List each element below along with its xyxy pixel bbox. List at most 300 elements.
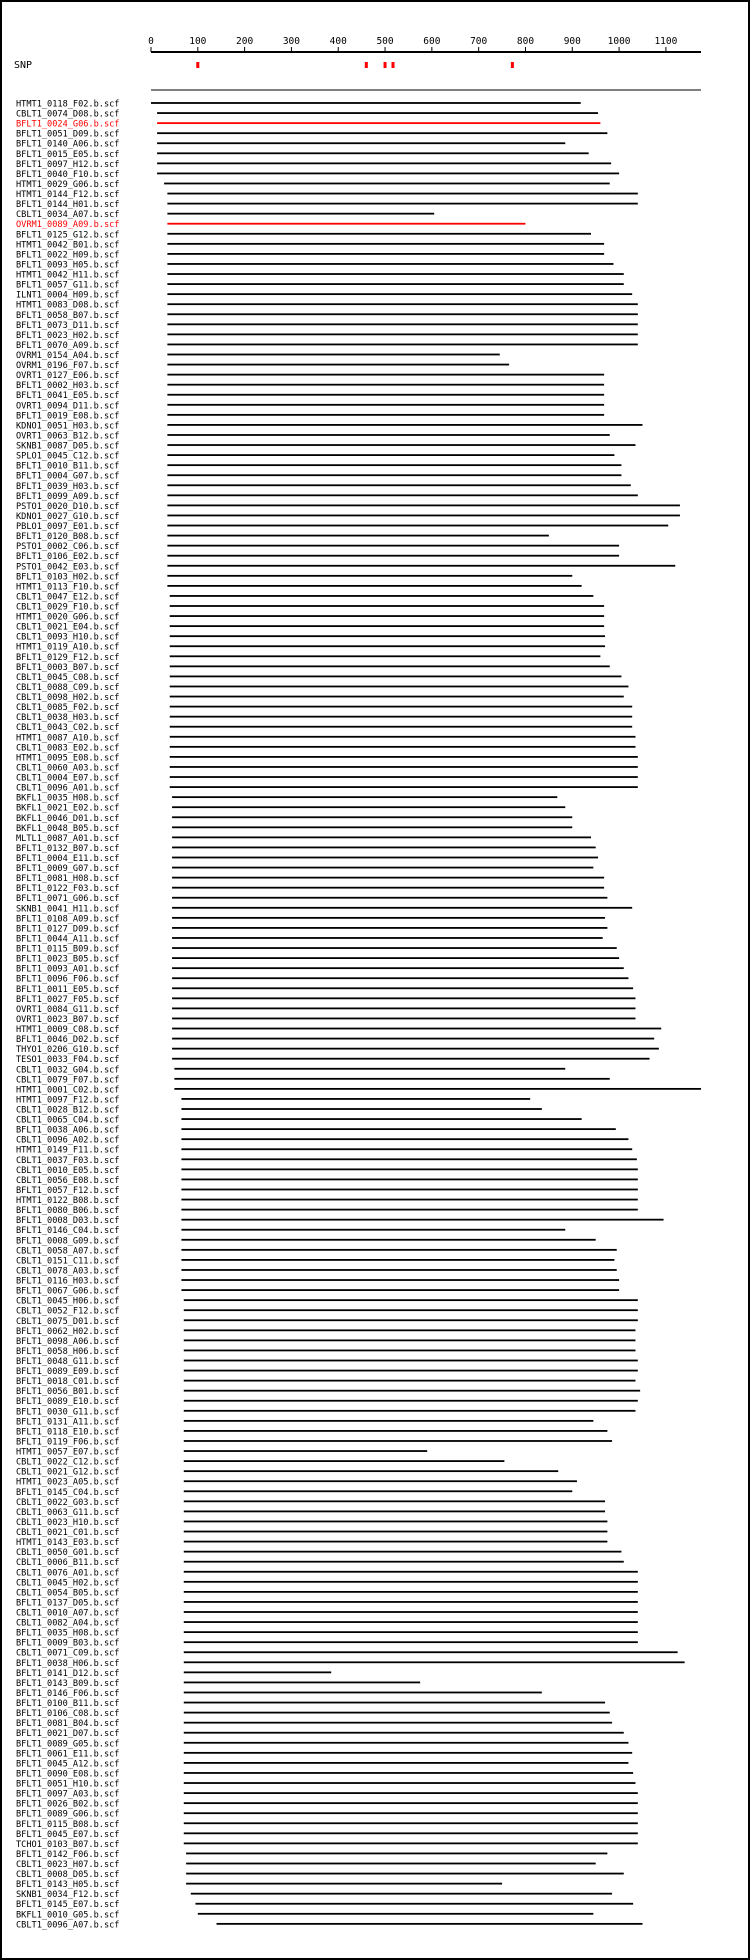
- read-bar: [184, 1490, 573, 1492]
- read-bar: [184, 1561, 624, 1563]
- read-bar: [181, 1279, 619, 1281]
- read-bar: [184, 1360, 638, 1362]
- read-bar: [167, 394, 604, 396]
- read-name: CBLT1_0151_C11.b.scf: [16, 1256, 120, 1267]
- read-name: CBLT1_0093_H10.b.scf: [16, 632, 120, 643]
- read-bar: [186, 1883, 502, 1885]
- read-name: HTMT1_0042_H11.b.scf: [16, 270, 120, 281]
- read-name: BFLT1_0098_A06.b.scf: [16, 1336, 120, 1347]
- read-bar: [167, 474, 621, 476]
- read-bar: [167, 404, 604, 406]
- read-bar: [172, 907, 632, 909]
- read-bar: [181, 1098, 530, 1100]
- read-name: BFLT1_0118_E10.b.scf: [16, 1427, 120, 1438]
- read-name: CBLT1_0010_E05.b.scf: [16, 1165, 120, 1176]
- snp-track-label: SNP: [14, 60, 33, 71]
- read-name: BKFL1_0010_G05.b.scf: [16, 1910, 120, 1921]
- read-name: BFLT1_0146_C04.b.scf: [16, 1226, 120, 1237]
- read-bar: [191, 1893, 612, 1895]
- read-name: BFLT1_0143_B09.b.scf: [16, 1678, 120, 1689]
- read-bar: [167, 535, 548, 537]
- read-name: BFLT1_0089_E10.b.scf: [16, 1397, 120, 1408]
- read-bar: [181, 1239, 595, 1241]
- alignment-chart: [2, 2, 748, 1958]
- read-bar: [170, 736, 636, 738]
- read-name: BFLT1_0073_D11.b.scf: [16, 320, 120, 331]
- read-bar: [184, 1521, 608, 1523]
- read-bar: [170, 706, 632, 708]
- read-bar: [170, 726, 632, 728]
- read-bar: [181, 1128, 615, 1130]
- read-bar: [167, 233, 591, 235]
- read-bar: [186, 1853, 607, 1855]
- read-name: HTMT1_0113_F10.b.scf: [16, 582, 120, 593]
- read-name: BFLT1_0089_E09.b.scf: [16, 1367, 120, 1378]
- read-name: BFLT1_0142_F06.b.scf: [16, 1849, 120, 1860]
- read-name: BFLT1_0146_F06.b.scf: [16, 1688, 120, 1699]
- read-name: CBLT1_0071_C09.b.scf: [16, 1648, 120, 1659]
- read-name: BFLT1_0081_H08.b.scf: [16, 874, 120, 885]
- read-bar: [184, 1671, 331, 1673]
- read-name: KDNO1_0051_H03.b.scf: [16, 421, 120, 432]
- read-name: BFLT1_0122_F03.b.scf: [16, 884, 120, 895]
- read-name: CBLT1_0010_A07.b.scf: [16, 1608, 120, 1619]
- read-name: CBLT1_0023_H10.b.scf: [16, 1517, 120, 1528]
- read-bar: [167, 293, 632, 295]
- read-name: BFLT1_0108_A09.b.scf: [16, 914, 120, 925]
- read-name: BFLT1_0089_G05.b.scf: [16, 1739, 120, 1750]
- read-bar: [184, 1370, 638, 1372]
- read-bar: [181, 1158, 636, 1160]
- read-name: HTMT1_0083_D08.b.scf: [16, 300, 120, 311]
- read-bar: [170, 655, 601, 657]
- read-name: CBLT1_0056_E08.b.scf: [16, 1175, 120, 1186]
- read-bar: [184, 1762, 629, 1764]
- read-bar: [181, 1209, 637, 1211]
- read-name: BFLT1_0008_D03.b.scf: [16, 1216, 120, 1227]
- read-bar: [167, 374, 604, 376]
- read-bar: [170, 645, 605, 647]
- read-name: BFLT1_0115_B09.b.scf: [16, 944, 120, 955]
- read-name: BKFL1_0048_B05.b.scf: [16, 823, 120, 834]
- read-bar: [184, 1621, 638, 1623]
- read-bar: [181, 1168, 637, 1170]
- read-name: CBLT1_0006_B11.b.scf: [16, 1558, 120, 1569]
- read-name: BFLT1_0057_F12.b.scf: [16, 1185, 120, 1196]
- read-name: PSTO1_0020_D10.b.scf: [16, 501, 120, 512]
- read-name: BFLT1_0119_F06.b.scf: [16, 1437, 120, 1448]
- read-name: BFLT1_0106_E02.b.scf: [16, 552, 120, 563]
- read-name: OVRT1_0063_B12.b.scf: [16, 431, 120, 442]
- read-bar: [167, 354, 499, 356]
- read-name: CBLT1_0021_E04.b.scf: [16, 622, 120, 633]
- read-name: BFLT1_0100_B11.b.scf: [16, 1699, 120, 1710]
- read-bar: [181, 1108, 541, 1110]
- x-tick-label: 500: [376, 36, 394, 47]
- read-bar: [170, 676, 622, 678]
- read-name: BFLT1_0044_A11.b.scf: [16, 934, 120, 945]
- read-name: BFLT1_0137_D05.b.scf: [16, 1598, 120, 1609]
- read-name: BFLT1_0129_F12.b.scf: [16, 652, 120, 663]
- read-bar: [184, 1611, 638, 1613]
- read-bar: [167, 253, 604, 255]
- read-name: BFLT1_0041_E05.b.scf: [16, 391, 120, 402]
- read-bar: [167, 323, 637, 325]
- read-bar: [181, 1219, 663, 1221]
- read-bar: [172, 967, 624, 969]
- read-bar: [172, 1038, 654, 1040]
- read-bar: [181, 1189, 637, 1191]
- read-name: PSTO1_0042_E03.b.scf: [16, 562, 120, 573]
- read-name: HTMT1_0122_B08.b.scf: [16, 1196, 120, 1207]
- x-tick-label: 100: [189, 36, 207, 47]
- read-bar: [184, 1742, 629, 1744]
- read-bar: [172, 1028, 661, 1030]
- read-name: BFLT1_0004_E11.b.scf: [16, 854, 120, 864]
- read-bar: [184, 1470, 558, 1472]
- read-bar: [167, 525, 668, 527]
- read-bar: [174, 1078, 609, 1080]
- read-name: BFLT1_0106_C08.b.scf: [16, 1709, 120, 1720]
- read-bar: [172, 1048, 659, 1050]
- read-bar: [184, 1339, 636, 1341]
- read-name: CBLT1_0050_G01.b.scf: [16, 1548, 120, 1559]
- read-name: BFLT1_0131_A11.b.scf: [16, 1417, 120, 1428]
- read-name: SPLO1_0045_C12.b.scf: [16, 451, 120, 462]
- x-tick-label: 600: [423, 36, 441, 47]
- read-name: CBLT1_0060_A03.b.scf: [16, 763, 120, 774]
- x-axis: [148, 36, 701, 52]
- read-bar: [167, 575, 572, 577]
- read-bar: [184, 1591, 638, 1593]
- read-name: BFLT1_0026_B02.b.scf: [16, 1799, 120, 1810]
- read-bar: [184, 1682, 420, 1684]
- read-name: CBLT1_0022_G03.b.scf: [16, 1497, 120, 1508]
- read-bar: [167, 555, 619, 557]
- read-bar: [184, 1832, 638, 1834]
- read-bar: [184, 1500, 605, 1502]
- read-bar: [181, 1259, 614, 1261]
- read-bar: [167, 344, 637, 346]
- read-name: CBLT1_0088_C09.b.scf: [16, 682, 120, 693]
- read-name: HTMT1_0097_F12.b.scf: [16, 1095, 120, 1106]
- read-bar: [170, 605, 604, 607]
- read-bar: [172, 836, 591, 838]
- read-name: TESO1_0033_F04.b.scf: [16, 1055, 120, 1066]
- read-bar: [170, 686, 629, 688]
- read-bar: [181, 1118, 581, 1120]
- read-name: OVRM1_0196_F07.b.scf: [16, 361, 120, 372]
- snp-marker: [384, 62, 387, 68]
- read-name: CBLT1_0043_C02.b.scf: [16, 723, 120, 734]
- read-bar: [170, 766, 638, 768]
- read-name: BFLT1_0045_A12.b.scf: [16, 1759, 120, 1770]
- read-name: BFLT1_0045_E07.b.scf: [16, 1829, 120, 1840]
- read-bar: [184, 1792, 638, 1794]
- read-name: OVRM1_0154_A04.b.scf: [16, 351, 120, 361]
- read-bar: [184, 1581, 638, 1583]
- read-bar: [172, 877, 604, 879]
- read-name: CBLT1_0098_H02.b.scf: [16, 693, 120, 704]
- read-name: CBLT1_0023_H07.b.scf: [16, 1860, 120, 1870]
- read-bar: [167, 243, 604, 245]
- read-name: BFLT1_0019_E08.b.scf: [16, 411, 120, 422]
- read-bar: [172, 847, 596, 849]
- x-tick-label: 300: [282, 36, 301, 47]
- read-name: CBLT1_0045_H06.b.scf: [16, 1296, 120, 1307]
- read-name: BFLT1_0009_B03.b.scf: [16, 1638, 120, 1649]
- read-name: OVRT1_0023_B07.b.scf: [16, 1014, 120, 1025]
- snp-marker: [392, 62, 395, 68]
- read-name: KDNO1_0027_G10.b.scf: [16, 511, 120, 522]
- read-name: CBLT1_0028_B12.b.scf: [16, 1105, 120, 1116]
- read-bar: [170, 746, 636, 748]
- read-bar: [167, 333, 637, 335]
- read-name: CBLT1_0096_A02.b.scf: [16, 1135, 120, 1146]
- read-bar: [181, 1249, 616, 1251]
- read-name: BFLT1_0067_G06.b.scf: [16, 1286, 120, 1297]
- read-name: BFLT1_0096_F06.b.scf: [16, 974, 120, 985]
- read-bar: [184, 1450, 427, 1452]
- read-bar: [184, 1410, 636, 1412]
- read-bar: [167, 263, 613, 265]
- read-name: BFLT1_0004_G07.b.scf: [16, 471, 120, 482]
- read-bar: [174, 1068, 565, 1070]
- read-name: BFLT1_0143_H05.b.scf: [16, 1880, 120, 1891]
- read-bar: [167, 585, 581, 587]
- read-name: CBLT1_0037_F03.b.scf: [16, 1155, 120, 1166]
- read-name: CBLT1_0082_A04.b.scf: [16, 1618, 120, 1629]
- read-name: CBLT1_0083_E02.b.scf: [16, 743, 120, 754]
- read-bar: [172, 826, 572, 828]
- read-name: CBLT1_0038_H03.b.scf: [16, 713, 120, 724]
- read-name: CBLT1_0058_A07.b.scf: [16, 1246, 120, 1257]
- read-bar: [167, 193, 637, 195]
- read-name: CBLT1_0063_G11.b.scf: [16, 1507, 120, 1518]
- read-bar: [184, 1722, 612, 1724]
- read-bar: [184, 1400, 638, 1402]
- read-bar: [167, 494, 637, 496]
- read-name: HTMT1_0149_F11.b.scf: [16, 1145, 120, 1156]
- read-name: CBLT1_0022_C12.b.scf: [16, 1457, 120, 1468]
- read-bar: [167, 444, 635, 446]
- read-name: HTMT1_0095_E08.b.scf: [16, 753, 120, 764]
- read-name: HTMT1_0144_F12.b.scf: [16, 190, 120, 201]
- read-name: BFLT1_0097_H12.b.scf: [16, 159, 120, 170]
- read-bar: [181, 1229, 565, 1231]
- read-name: ILNT1_0004_H09.b.scf: [16, 290, 120, 301]
- read-name: BFLT1_0093_H05.b.scf: [16, 260, 120, 271]
- read-bar: [167, 384, 604, 386]
- read-bar: [170, 665, 610, 667]
- read-name: HTMT1_0029_G06.b.scf: [16, 179, 120, 190]
- read-name: BFLT1_0144_H01.b.scf: [16, 200, 120, 211]
- read-name: OVRM1_0089_A09.b.scf: [16, 220, 120, 231]
- read-name: BFLT1_0071_G06.b.scf: [16, 894, 120, 905]
- read-bar: [167, 565, 675, 567]
- read-name: BFLT1_0081_B04.b.scf: [16, 1719, 120, 1730]
- read-name: BFLT1_0103_H02.b.scf: [16, 572, 120, 583]
- read-bar: [184, 1822, 638, 1824]
- read-bar: [181, 1179, 637, 1181]
- read-bar: [172, 887, 604, 889]
- read-name: CBLT1_0065_C04.b.scf: [16, 1115, 120, 1126]
- read-bar: [184, 1732, 624, 1734]
- read-bar: [170, 696, 624, 698]
- read-bar: [184, 1511, 605, 1513]
- read-bar: [184, 1842, 638, 1844]
- read-name: BFLT1_0097_A03.b.scf: [16, 1789, 120, 1800]
- read-name: BFLT1_0015_E05.b.scf: [16, 149, 120, 160]
- read-name: BFLT1_0024_G06.b.scf: [16, 119, 120, 130]
- read-name: OVRT1_0127_E06.b.scf: [16, 371, 120, 382]
- read-bar: [167, 203, 637, 205]
- x-tick-label: 1100: [654, 36, 678, 47]
- read-name: OVRT1_0094_D11.b.scf: [16, 401, 120, 412]
- read-bar: [184, 1460, 505, 1462]
- read-bar: [167, 424, 642, 426]
- read-bar: [184, 1772, 633, 1774]
- read-name: CBLT1_0032_G04.b.scf: [16, 1065, 120, 1076]
- read-name: TCHO1_0103_B07.b.scf: [16, 1839, 120, 1850]
- read-bar: [157, 112, 598, 114]
- read-bar: [184, 1551, 622, 1553]
- read-bar: [184, 1661, 685, 1663]
- read-bar: [157, 152, 589, 154]
- read-name: BFLT1_0061_E11.b.scf: [16, 1749, 120, 1760]
- read-bar: [170, 635, 605, 637]
- read-bar: [172, 977, 628, 979]
- read-bar: [186, 1873, 624, 1875]
- read-name: BFLT1_0051_D09.b.scf: [16, 129, 120, 140]
- read-bar: [184, 1812, 638, 1814]
- read-name: HTMT1_0009_C08.b.scf: [16, 1025, 120, 1036]
- read-name: BFLT1_0002_H03.b.scf: [16, 381, 120, 392]
- read-bar: [170, 756, 638, 758]
- read-bar: [172, 927, 607, 929]
- read-bar: [184, 1752, 632, 1754]
- read-bar: [184, 1631, 638, 1633]
- read-bar: [167, 414, 604, 416]
- read-bar: [172, 806, 565, 808]
- read-name: CBLT1_0052_F12.b.scf: [16, 1306, 120, 1317]
- read-bar: [184, 1430, 608, 1432]
- read-bar: [186, 1863, 596, 1865]
- read-bar: [167, 434, 609, 436]
- snp-marker: [511, 62, 514, 68]
- read-name: CBLT1_0029_F10.b.scf: [16, 602, 120, 613]
- snp-track: [14, 60, 514, 71]
- read-bar: [184, 1641, 638, 1643]
- read-name: HTMT1_0020_G06.b.scf: [16, 612, 120, 623]
- read-bar: [184, 1712, 610, 1714]
- read-bar: [172, 997, 635, 999]
- read-name: CBLT1_0047_E12.b.scf: [16, 592, 120, 603]
- read-name: BFLT1_0027_F05.b.scf: [16, 994, 120, 1005]
- read-name: BFLT1_0080_B06.b.scf: [16, 1206, 120, 1217]
- read-bar: [167, 313, 637, 315]
- read-name: BFLT1_0132_B07.b.scf: [16, 843, 120, 854]
- read-bar: [181, 1269, 616, 1271]
- read-bar: [167, 454, 614, 456]
- read-name: BFLT1_0051_H10.b.scf: [16, 1779, 120, 1790]
- read-bar: [184, 1420, 594, 1422]
- read-bar: [167, 283, 623, 285]
- read-bar: [170, 776, 638, 778]
- read-bar: [172, 917, 605, 919]
- x-tick-label: 200: [236, 36, 254, 47]
- read-name: HTMT1_0042_B01.b.scf: [16, 240, 120, 251]
- read-bar: [151, 102, 581, 104]
- read-name: BFLT1_0040_F10.b.scf: [16, 169, 120, 180]
- read-bar: [181, 1289, 619, 1291]
- read-bar: [170, 615, 604, 617]
- x-tick-label: 900: [563, 36, 581, 47]
- read-bar: [172, 897, 607, 899]
- reads-list: [16, 100, 701, 1931]
- read-bar: [172, 857, 598, 859]
- read-name: CBLT1_0078_A03.b.scf: [16, 1266, 120, 1277]
- read-name: SKNB1_0087_D05.b.scf: [16, 441, 120, 452]
- read-bar: [167, 303, 637, 305]
- read-bar: [167, 273, 623, 275]
- read-bar: [184, 1802, 638, 1804]
- read-name: CBLT1_0076_A01.b.scf: [16, 1568, 120, 1579]
- read-name: SKNB1_0034_F12.b.scf: [16, 1890, 120, 1901]
- read-bar: [167, 213, 434, 215]
- read-bar: [181, 1138, 628, 1140]
- read-name: CBLT1_0034_A07.b.scf: [16, 210, 120, 221]
- read-name: HTMT1_0118_F02.b.scf: [16, 99, 120, 110]
- read-name: CBLT1_0085_F02.b.scf: [16, 703, 120, 714]
- read-bar: [157, 132, 607, 134]
- read-name: BFLT1_0021_D07.b.scf: [16, 1729, 120, 1740]
- read-bar: [172, 1058, 649, 1060]
- read-bar: [184, 1440, 612, 1442]
- read-name: BFLT1_0120_B08.b.scf: [16, 532, 120, 543]
- read-name: MLTL1_0087_A01.b.scf: [16, 833, 120, 844]
- read-bar: [217, 1923, 643, 1925]
- snp-marker: [196, 62, 199, 68]
- read-bar: [184, 1309, 638, 1311]
- read-name: PBLO1_0097_E01.b.scf: [16, 522, 120, 533]
- read-bar: [184, 1541, 608, 1543]
- read-bar: [157, 173, 619, 175]
- read-name: BFLT1_0008_G09.b.scf: [16, 1236, 120, 1247]
- read-bar: [172, 796, 557, 798]
- read-name: BFLT1_0058_B07.b.scf: [16, 310, 120, 321]
- read-name: CBLT1_0096_A07.b.scf: [16, 1920, 120, 1931]
- read-bar: [172, 937, 603, 939]
- read-name: BKFL1_0035_H08.b.scf: [16, 793, 120, 804]
- read-bar: [167, 464, 621, 466]
- read-bar: [172, 1018, 635, 1020]
- read-name: CBLT1_0045_C08.b.scf: [16, 672, 120, 683]
- read-bar: [172, 957, 619, 959]
- read-name: BFLT1_0018_C01.b.scf: [16, 1377, 120, 1388]
- read-name: BFLT1_0099_A09.b.scf: [16, 491, 120, 502]
- read-bar: [167, 545, 619, 547]
- read-bar: [157, 162, 611, 164]
- read-bar: [174, 1088, 701, 1090]
- read-bar: [167, 484, 630, 486]
- read-bar: [172, 816, 572, 818]
- read-name: HTMT1_0119_A10.b.scf: [16, 642, 120, 653]
- read-bar: [184, 1651, 678, 1653]
- read-name: HTMT1_0001_C02.b.scf: [16, 1085, 120, 1096]
- read-name: HTMT1_0087_A10.b.scf: [16, 733, 120, 744]
- read-name: PSTO1_0002_C06.b.scf: [16, 542, 120, 553]
